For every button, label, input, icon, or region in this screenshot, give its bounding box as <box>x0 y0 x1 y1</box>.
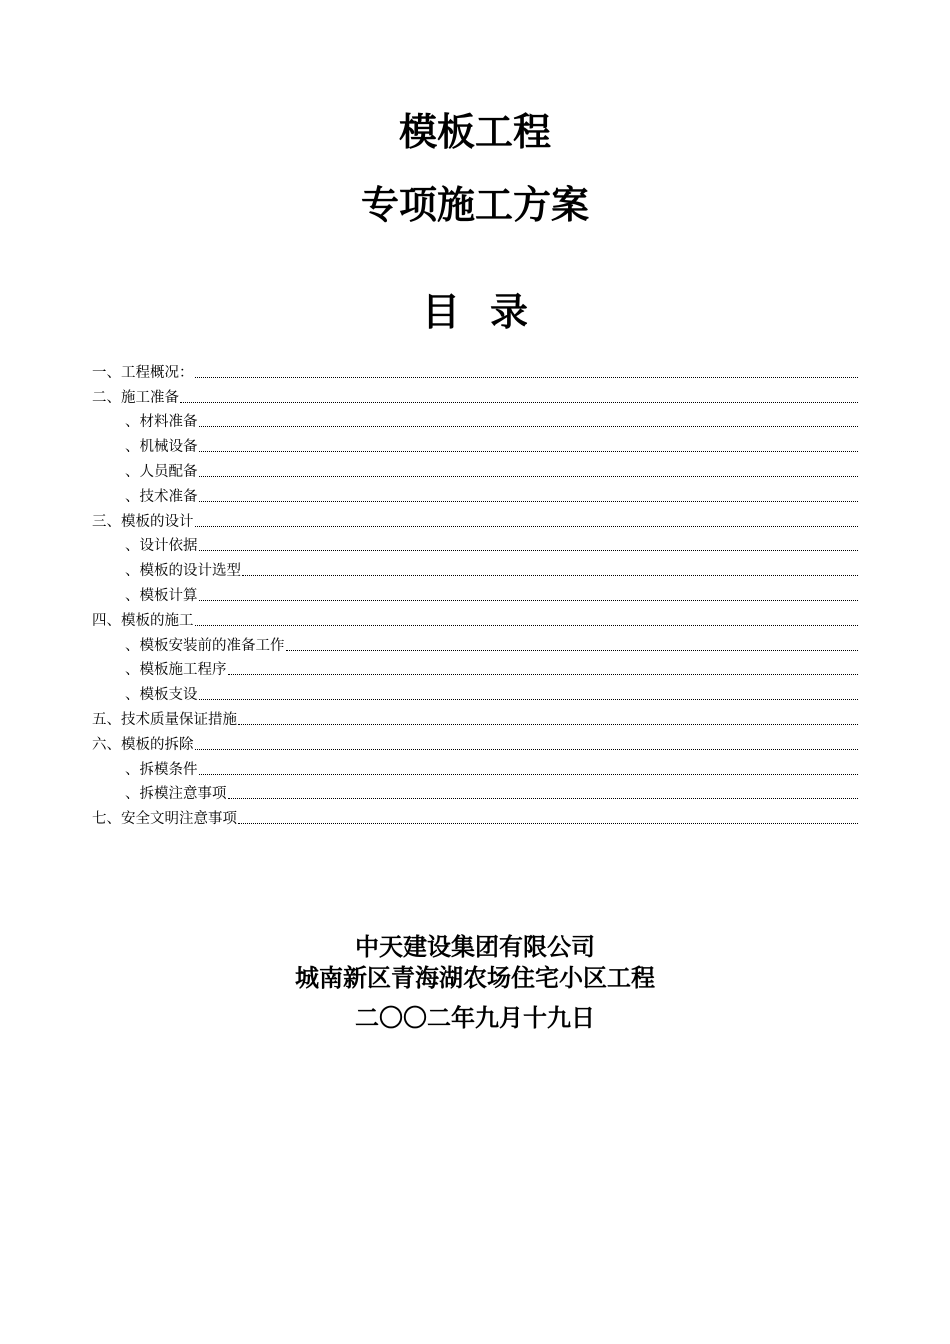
toc-entry-label: 五、技术质量保证措施 <box>92 711 237 728</box>
toc-entry[interactable] <box>92 481 858 506</box>
toc-dot-leader <box>228 798 859 799</box>
toc-dot-leader <box>199 501 859 502</box>
toc-dot-leader <box>199 476 859 477</box>
toc-entry[interactable] <box>92 357 858 382</box>
toc-entry-label: 四、模板的施工 <box>92 612 194 629</box>
toc-entry-label: 、技术准备 <box>125 488 198 505</box>
toc-entry[interactable] <box>92 754 858 779</box>
toc-entry-label: 、机械设备 <box>125 439 198 456</box>
toc-dot-leader <box>199 774 859 775</box>
toc-entry[interactable] <box>92 382 858 407</box>
toc-entry[interactable] <box>92 555 858 580</box>
toc-dot-leader <box>195 377 859 378</box>
toc-dot-leader <box>286 650 859 651</box>
toc-entry[interactable] <box>92 729 858 754</box>
toc-entry-label: 、拆模注意事项 <box>125 786 227 803</box>
toc-entry[interactable] <box>92 407 858 432</box>
toc-entry[interactable] <box>92 580 858 605</box>
toc-dot-leader <box>228 674 859 675</box>
toc-entry[interactable] <box>92 605 858 630</box>
document-date: 二〇〇二年九月十九日 <box>355 1004 595 1032</box>
toc-entry[interactable] <box>92 630 858 655</box>
toc-dot-leader <box>242 575 858 576</box>
document-title: 模板工程 <box>398 110 551 154</box>
toc-entry-label: 、材料准备 <box>125 414 198 431</box>
toc-dot-leader <box>199 550 859 551</box>
toc-entry[interactable] <box>92 779 858 804</box>
toc-entry[interactable] <box>92 704 858 729</box>
toc-entry-label: 、拆模条件 <box>125 761 198 778</box>
toc-entry[interactable] <box>92 531 858 556</box>
project-name: 城南新区青海湖农场住宅小区工程 <box>295 964 655 992</box>
toc-entry-label: 六、模板的拆除 <box>92 736 194 753</box>
toc-entry-label: 二、施工准备 <box>92 389 179 406</box>
toc-dot-leader <box>199 451 859 452</box>
toc-dot-leader <box>238 724 858 725</box>
company-name: 中天建设集团有限公司 <box>355 933 595 961</box>
toc-entry-label: 、模板计算 <box>125 587 198 604</box>
table-of-contents <box>92 357 858 828</box>
toc-entry-label: 三、模板的设计 <box>92 513 194 530</box>
toc-entry-label: 、人员配备 <box>125 463 198 480</box>
document-subtitle: 专项施工方案 <box>360 183 589 227</box>
toc-dot-leader <box>199 699 859 700</box>
toc-entry[interactable] <box>92 679 858 704</box>
toc-entry-label: 、模板支设 <box>125 687 198 704</box>
toc-dot-leader <box>199 426 859 427</box>
toc-dot-leader <box>199 600 859 601</box>
toc-entry[interactable] <box>92 456 858 481</box>
toc-entry-label: 、模板的设计选型 <box>125 563 241 580</box>
toc-entry-label: 、模板安装前的准备工作 <box>125 637 285 654</box>
toc-entry[interactable] <box>92 803 858 828</box>
toc-entry-label: 、设计依据 <box>125 538 198 555</box>
toc-dot-leader <box>195 749 859 750</box>
toc-entry-label: 一、工程概况： <box>92 364 194 381</box>
toc-dot-leader <box>195 526 859 527</box>
toc-entry[interactable] <box>92 506 858 531</box>
toc-entry[interactable] <box>92 655 858 680</box>
toc-dot-leader <box>180 402 858 403</box>
toc-heading: 目录 <box>421 290 558 334</box>
toc-entry[interactable] <box>92 431 858 456</box>
toc-entry-label: 、模板施工程序 <box>125 662 227 679</box>
toc-dot-leader <box>195 625 859 626</box>
toc-dot-leader <box>238 823 858 824</box>
toc-entry-label: 七、安全文明注意事项 <box>92 811 237 828</box>
